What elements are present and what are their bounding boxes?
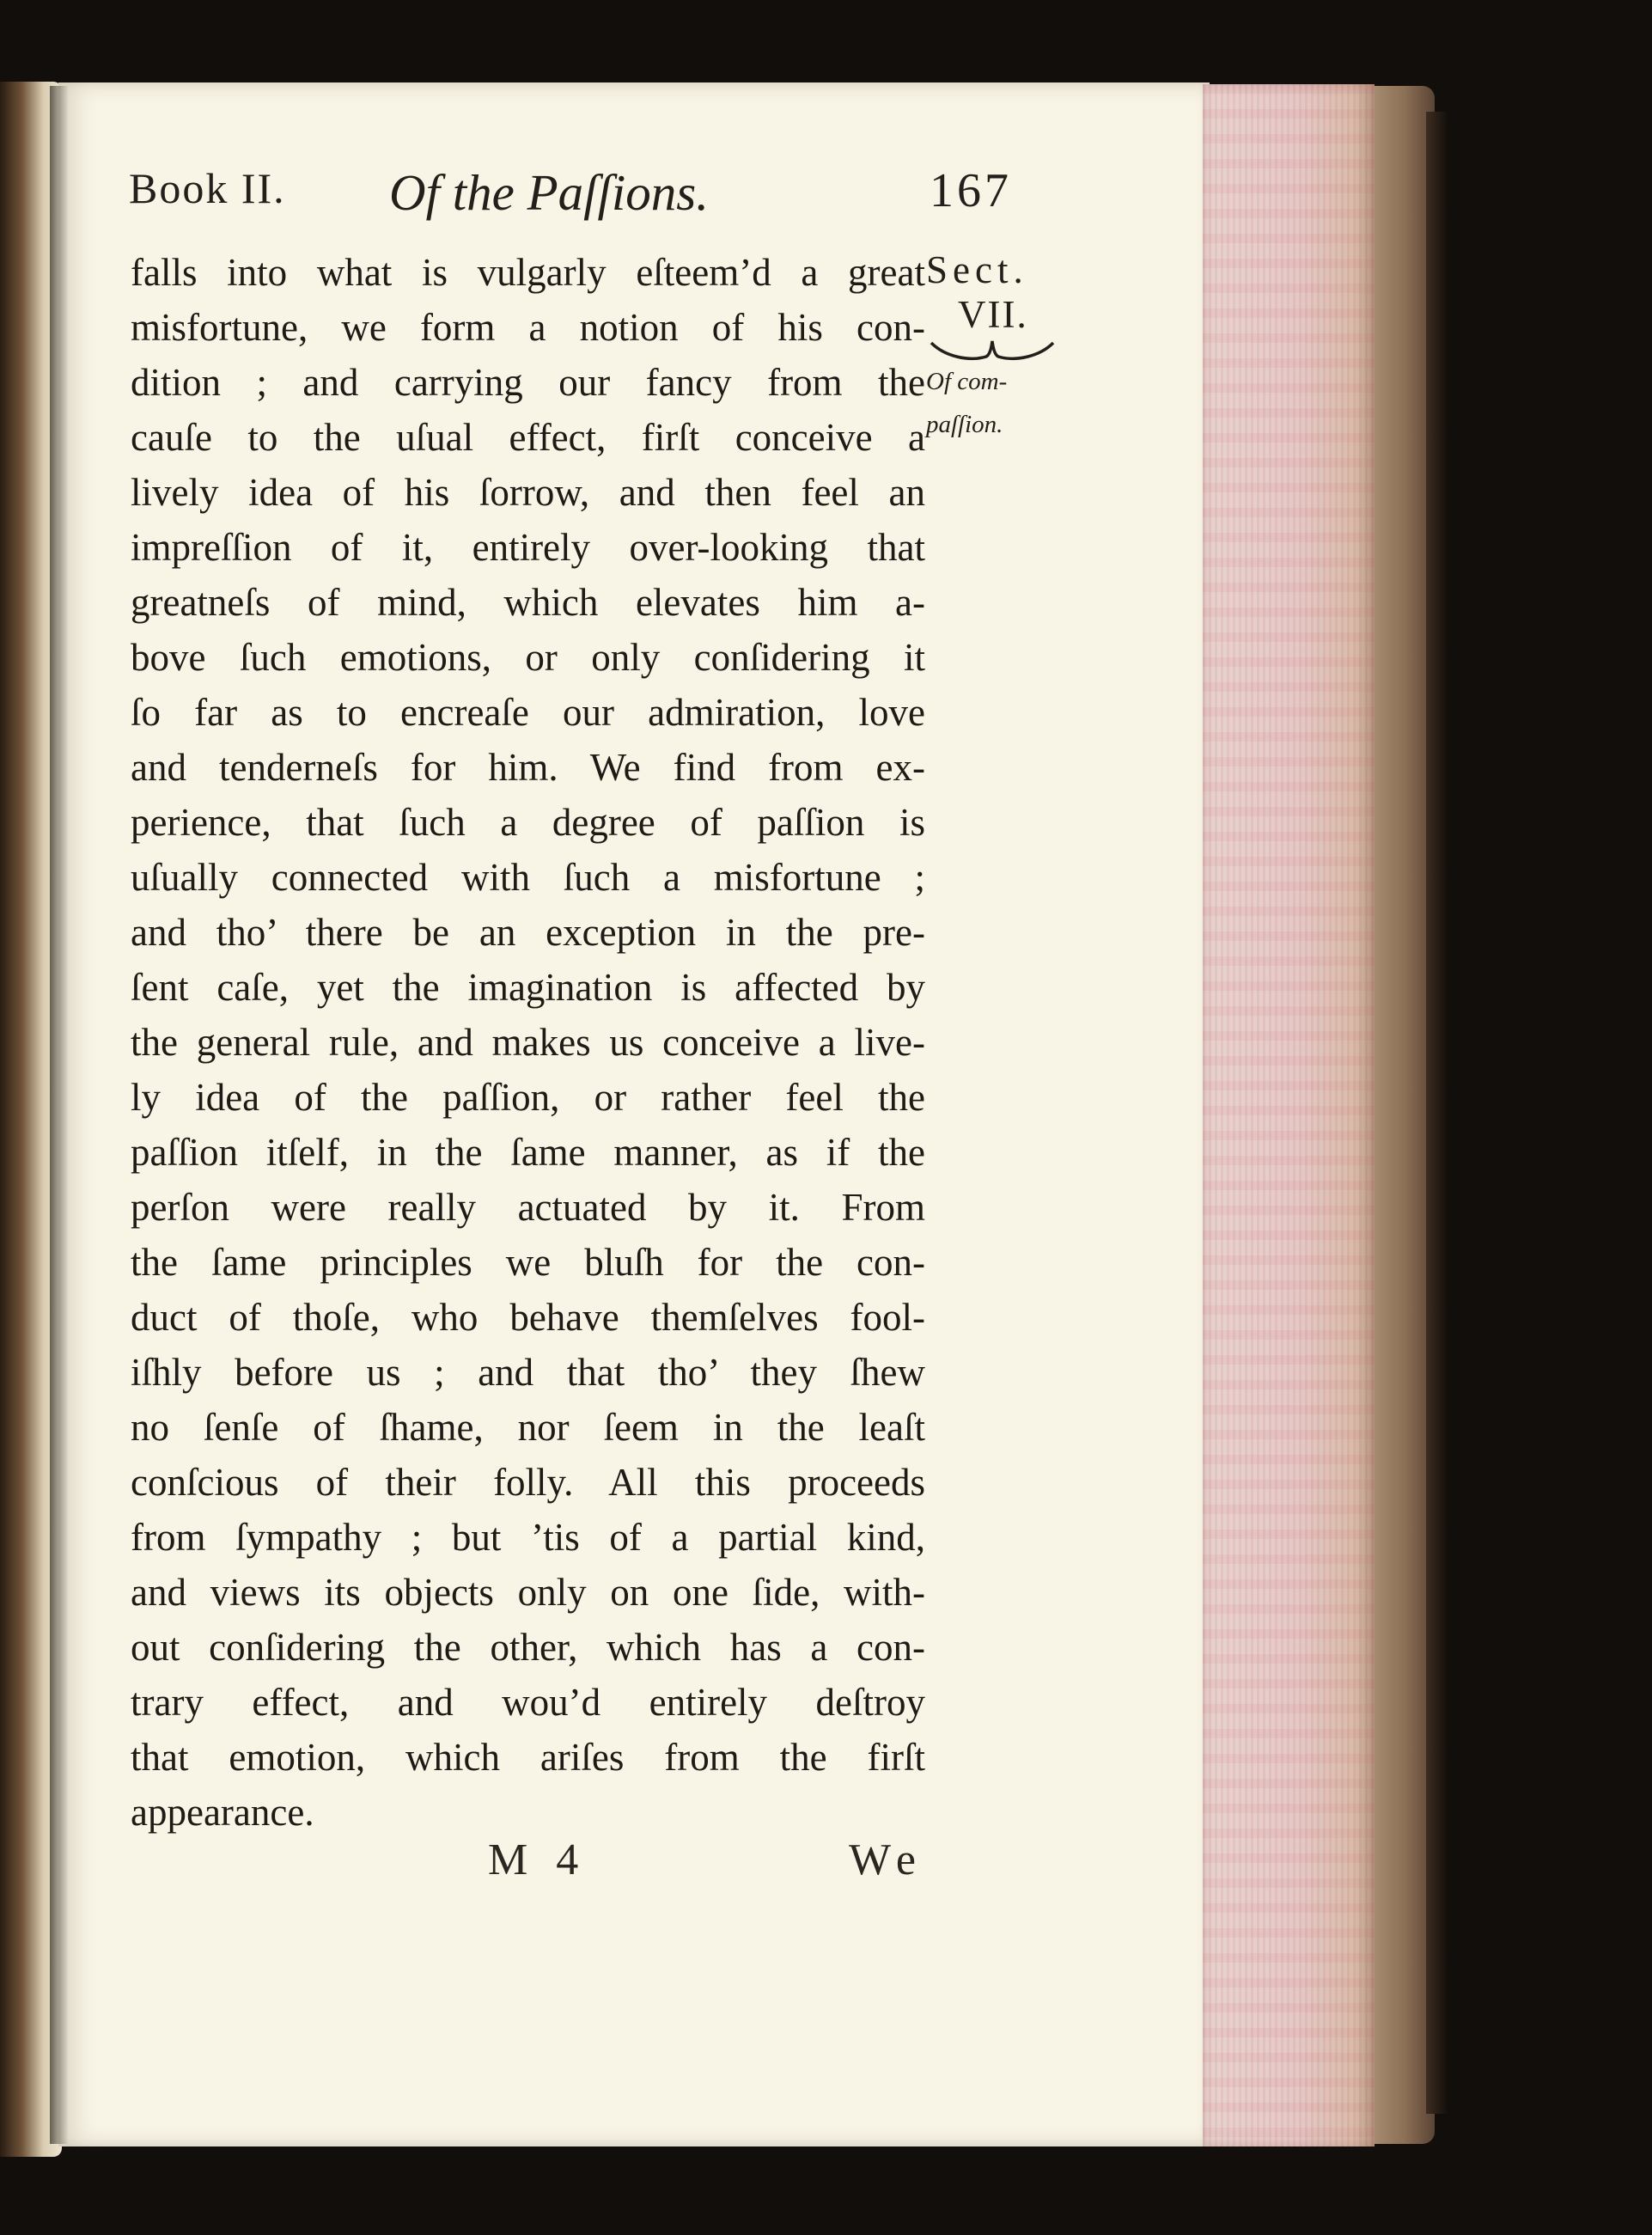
text-line: that emotion, which ariſes from the firſt (131, 1736, 925, 1779)
text-line: paſſion itſelf, in the ſame manner, as if the (131, 1131, 925, 1174)
text-line: falls into what is vulgarly eſteem’d a great (131, 251, 925, 294)
text-line: trary effect, and wou’d entirely deſtroy (131, 1681, 925, 1724)
text-line: ſo far as to encreaſe our admiration, love (131, 691, 925, 734)
text-line: greatneſs of mind, which elevates him a- (131, 581, 925, 624)
gutter-shadow (50, 86, 69, 2144)
body-text (131, 245, 925, 1840)
margin-note-line-1: Of com- (926, 368, 1008, 395)
cover-shadow (1426, 112, 1448, 2114)
text-line: and tenderneſs for him. We find from ex- (131, 746, 925, 789)
text-line: uſually connected with ſuch a misfortune ; (131, 856, 925, 899)
text-line: impreſſion of it, entirely over-looking that (131, 526, 925, 569)
page-edges (1203, 84, 1375, 2146)
margin-note-line-2: paſſion. (926, 411, 1003, 438)
signature-mark: M 4 (488, 1835, 588, 1884)
running-head-title: Of the Paſſions. (389, 164, 710, 221)
text-line: dition ; and carrying our fancy from the (131, 361, 925, 404)
text-line: bove ſuch emotions, or only conſidering it (131, 636, 925, 679)
text-line: appearance. (131, 1791, 314, 1834)
catchword: We (849, 1835, 924, 1884)
text-line: perſon were really actuated by it. From (131, 1186, 925, 1229)
text-line: conſcious of their folly. All this proceeds (131, 1461, 925, 1504)
text-line: cauſe to the uſual effect, firſt conceive a (131, 416, 925, 459)
text-line: the general rule, and makes us conceive a live- (131, 1021, 925, 1064)
margin-brace-icon (928, 338, 1057, 367)
text-line: the ſame principles we bluſh for the con- (131, 1241, 925, 1284)
margin-section-number: VII. (958, 293, 1028, 336)
text-line: lively idea of his ſorrow, and then feel an (131, 471, 925, 514)
running-head-book: Book II. (129, 164, 286, 212)
text-line: duct of thoſe, who behave themſelves fool- (131, 1296, 925, 1339)
text-line: ly idea of the paſſion, or rather feel the (131, 1076, 925, 1119)
margin-section-label: Sect. (926, 248, 1028, 291)
text-line: and tho’ there be an exception in the pre- (131, 911, 925, 954)
page-number: 167 (930, 164, 1012, 217)
text-line: iſhly before us ; and that tho’ they ſhew (131, 1351, 925, 1394)
text-line: no ſenſe of ſhame, nor ſeem in the leaſt (131, 1406, 925, 1449)
text-line: and views its objects only on one ſide, with- (131, 1571, 925, 1614)
text-line: misfortune, we form a notion of his con- (131, 306, 925, 349)
text-line: ſent caſe, yet the imagination is affected by (131, 966, 925, 1009)
text-line: perience, that ſuch a degree of paſſion is (131, 801, 925, 844)
text-line: from ſympathy ; but ’tis of a partial kind, (131, 1516, 925, 1559)
text-line: out conſidering the other, which has a con- (131, 1626, 925, 1669)
